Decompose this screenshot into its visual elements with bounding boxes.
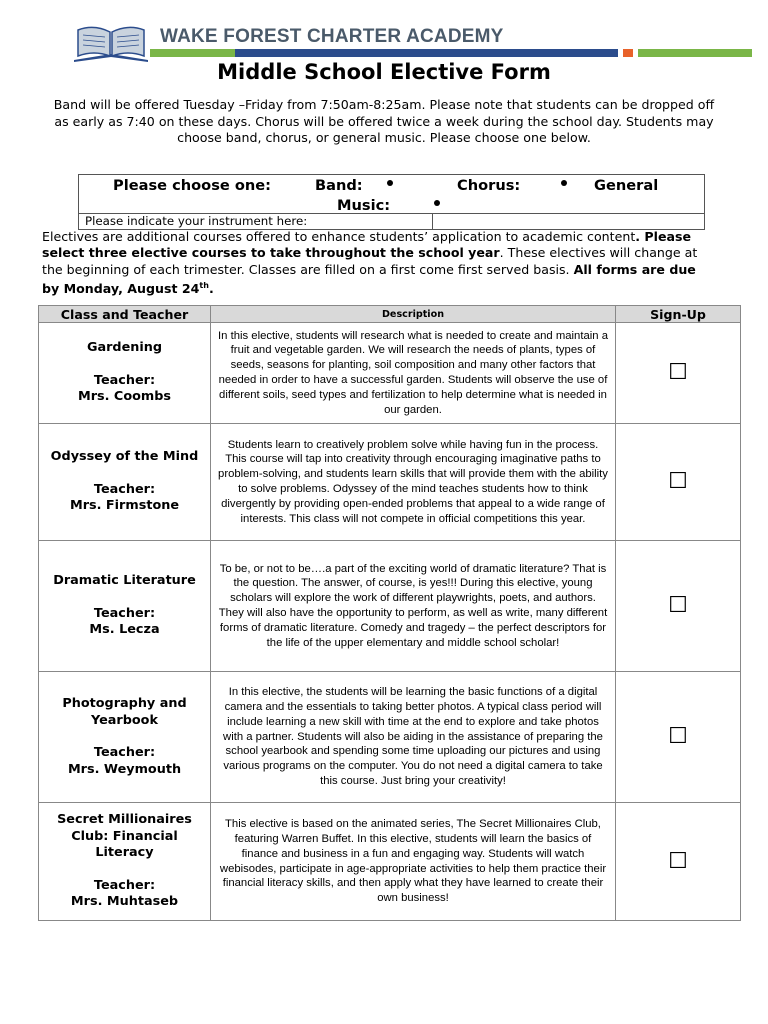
course-name: Dramatic Literature [53, 573, 196, 589]
header-bar-orange [623, 49, 633, 57]
teacher-label: Teacher: [93, 745, 156, 760]
header-signup: Sign-Up [616, 306, 741, 323]
checkbox-icon[interactable]: ☐ [668, 469, 688, 494]
band-label: Band: [315, 177, 363, 194]
header-bar-green-right [638, 49, 752, 57]
header-description: Description [211, 306, 616, 323]
course-cell [39, 803, 211, 921]
table-row [39, 672, 741, 803]
book-logo-icon [70, 22, 152, 64]
table-row [39, 323, 741, 424]
teacher-label: Teacher: [93, 877, 156, 893]
teacher-name: Mrs. Coombs [77, 389, 172, 405]
instrument-field[interactable] [432, 214, 705, 230]
courses-table [38, 305, 741, 921]
signup-cell[interactable] [616, 803, 741, 921]
signup-cell[interactable] [616, 424, 741, 541]
instrument-row [79, 213, 704, 230]
course-cell [39, 424, 211, 541]
course-cell [39, 323, 211, 424]
course-description: Students learn to creatively problem solve while having fun in the process. This course will tap into creativity through encouraging imaginative paths to problem-solving, and students learn skills that will provide them with the ability to solve problems. Odyssey of the mind teaches students how to think divergently by providing open-ended problems that appeal to a wide range of interests. This class will not compete in official competitions this year. [211, 424, 616, 541]
course-cell [39, 672, 211, 803]
music-label: Music: [337, 197, 391, 214]
signup-cell[interactable] [616, 323, 741, 424]
course-name: Secret Millionaires Club: Financial Literacy [57, 812, 192, 861]
choose-prompt: Please choose one: [113, 177, 272, 194]
course-description: In this elective, the students will be learning the basic functions of a digital camera and the essentials to taking better photos. A typical class period will include learning a new skill with time at the end to explore and take photos with a partner. Students will also be aiding in the assistance of preparing the school yearbook and spending some time uploading our pictures and using various programs on the computer. You do not need a digital camera to take this course. Just bring your creativity! [211, 672, 616, 803]
header-bar-navy [235, 49, 618, 57]
intro-paragraph: Band will be offered Tuesday –Friday from 7:50am-8:25am. Please note that students can be dropped off as early as 7:40 on these days. Chorus will be offered twice a week during the school day. Students may choose band, chorus, or general music. Please choose one below. [53, 97, 715, 145]
school-name: WAKE FOREST CHARTER ACADEMY [160, 26, 504, 47]
general-music-option-bullet[interactable] [434, 200, 440, 206]
electives-paragraph [42, 229, 712, 297]
table-header-row [39, 306, 741, 323]
checkbox-icon[interactable]: ☐ [668, 724, 688, 749]
due-date-text: All forms are due by Monday, August 24th. [42, 261, 696, 297]
electives-text-3: . These electives will change at the beginning of each trimester. Classes are filled on a first come first served basis. [42, 245, 698, 277]
checkbox-icon[interactable]: ☐ [668, 360, 688, 385]
course-description: This elective is based on the animated series, The Secret Millionaires Club, featuring Warren Buffet. In this elective, students will learn the basics of finance and business in a fun and engaging way. Students will watch webisodes, participate in age-appropriate activities to help them practice their financial literacy skills, and then apply what they have learned to create their own business! [211, 803, 616, 921]
instrument-label: Please indicate your instrument here: [85, 214, 308, 228]
table-row [39, 424, 741, 541]
electives-text-2: . Please select three elective courses to take throughout the school year [42, 229, 692, 261]
general-label: General [594, 177, 659, 194]
table-row [39, 803, 741, 921]
music-choice-box [78, 174, 705, 230]
course-cell [39, 541, 211, 672]
band-option-bullet[interactable] [387, 180, 393, 186]
header-class-teacher: Class and Teacher [39, 306, 211, 323]
teacher-label: Teacher: [93, 605, 156, 621]
header-bar-green [150, 49, 235, 57]
teacher-label: Teacher: [93, 372, 156, 388]
form-title: Middle School Elective Form [217, 60, 551, 84]
course-description: In this elective, students will research what is needed to create and maintain a fruit and vegetable garden. We will research the needs of plants, types of seeds, seasons for planting, soil composition and many other factors that needed in order to have a successful garden. Students will observe the use of different soils, seed types and fertilization to help determine what is needed in our garden. [211, 323, 616, 424]
teacher-name: Ms. Lecza [89, 622, 160, 638]
course-name: Photography and Yearbook [62, 696, 187, 728]
teacher-name: Mrs. Firmstone [69, 498, 180, 514]
chorus-option-bullet[interactable] [561, 180, 567, 186]
chorus-label: Chorus: [457, 177, 521, 194]
teacher-name: Mrs. Weymouth [67, 761, 182, 777]
signup-cell[interactable] [616, 541, 741, 672]
table-row [39, 541, 741, 672]
teacher-label: Teacher: [93, 481, 156, 497]
course-description: To be, or not to be….a part of the exciting world of dramatic literature? That is the question. The answer, of course, is yes!!! During this elective, young scholars will explore the work of different playwrights, poets, and authors. They will also have the opportunity to perform, as well as write, many different forms of dramatic literature. Comedy and tragedy – the perfect descriptors for the life of the upper elementary and middle school scholar! [211, 541, 616, 672]
electives-text-1: Electives are additional courses offered to enhance students’ application to academic content [42, 229, 636, 244]
signup-cell[interactable] [616, 672, 741, 803]
teacher-name: Mrs. Muhtaseb [70, 894, 179, 910]
checkbox-icon[interactable]: ☐ [668, 848, 688, 874]
checkbox-icon[interactable]: ☐ [668, 593, 688, 618]
course-name: Odyssey of the Mind [50, 449, 199, 465]
course-name: Gardening [86, 340, 163, 356]
